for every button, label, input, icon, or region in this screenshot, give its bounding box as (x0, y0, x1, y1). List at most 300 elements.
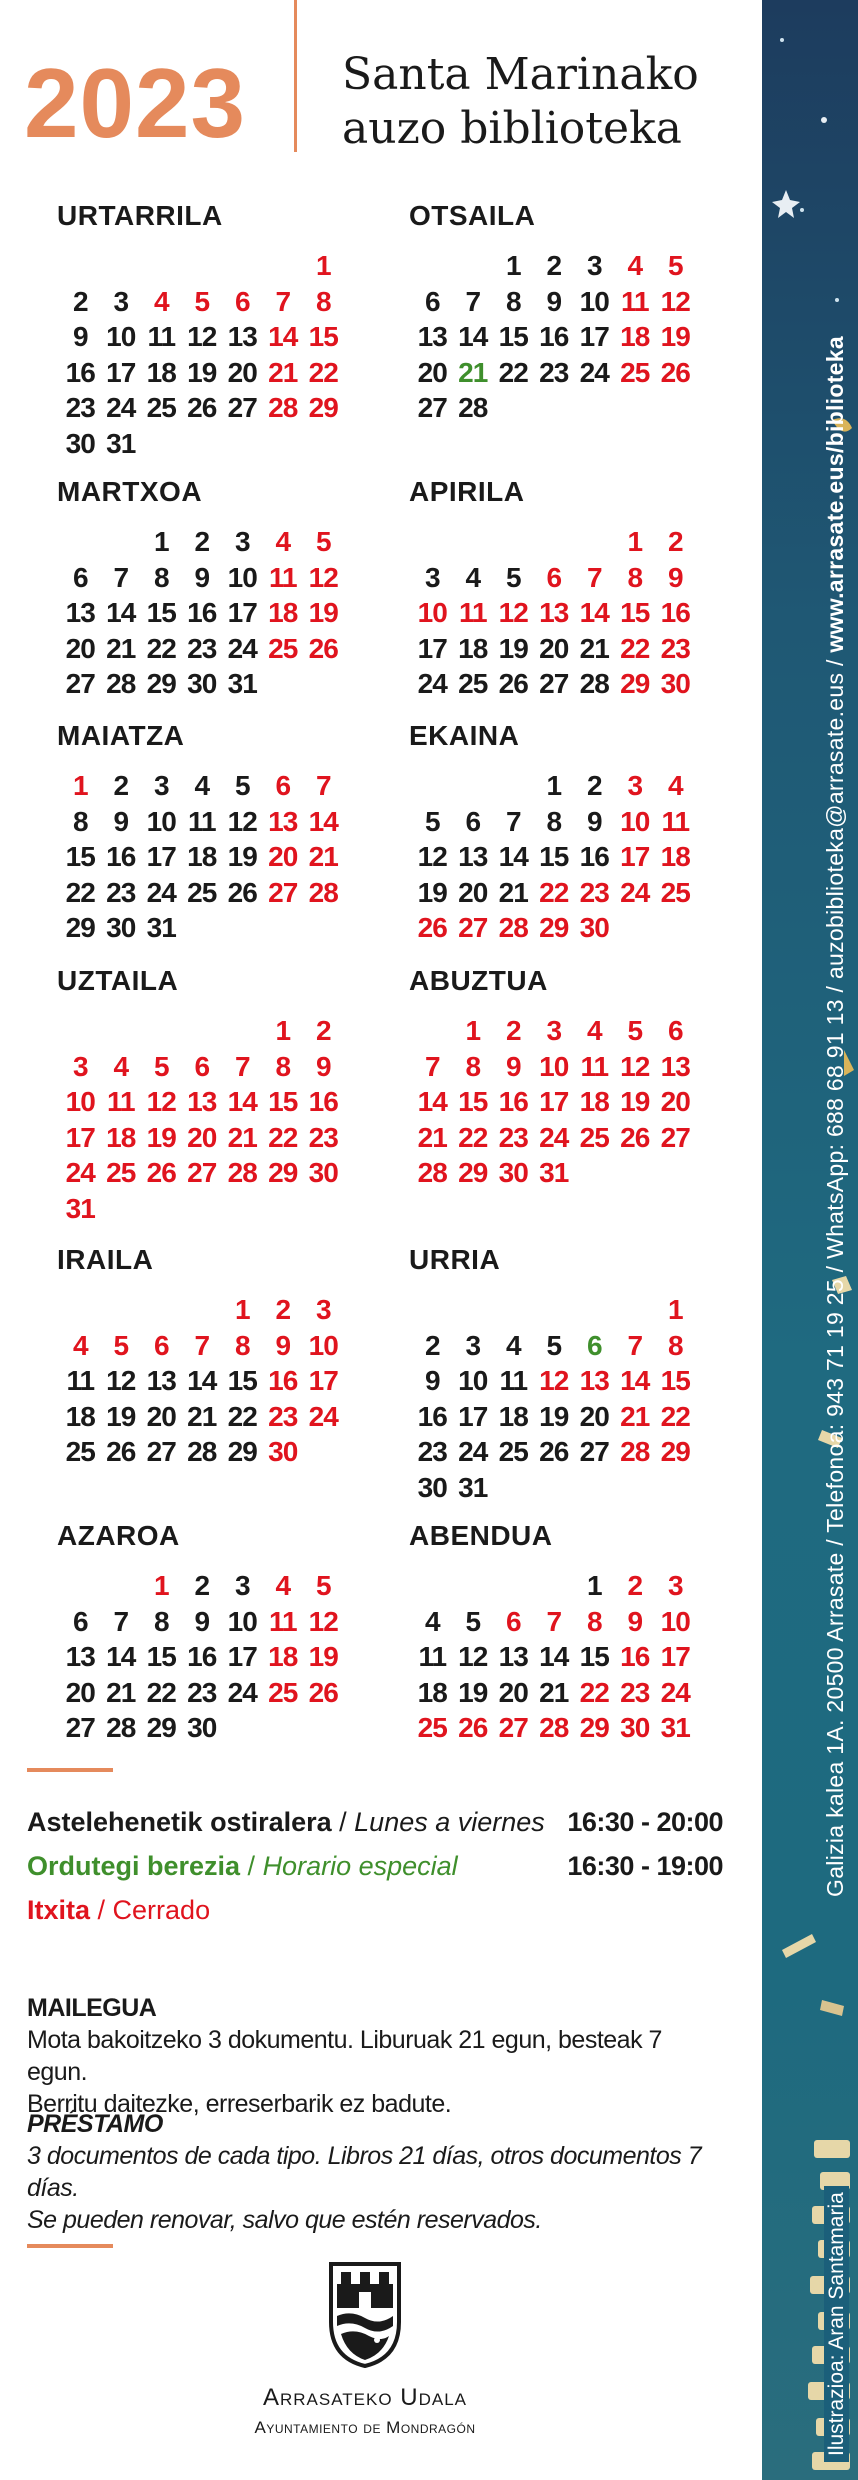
day-22: 22 (227, 1400, 257, 1432)
day-2: 2 (546, 250, 562, 281)
day-1: 1 (153, 526, 169, 557)
day-19: 19 (498, 632, 528, 664)
day-16: 16 (308, 1086, 338, 1117)
web-link[interactable]: www.arrasate.eus/biblioteka (822, 336, 848, 653)
day-29: 29 (65, 912, 95, 943)
day-25: 25 (268, 632, 298, 664)
day-1: 1 (234, 1294, 250, 1325)
month-april (409, 476, 729, 702)
day-25: 25 (417, 1712, 447, 1743)
day-7: 7 (275, 285, 291, 317)
day-19: 19 (539, 1400, 569, 1432)
day-9: 9 (424, 1365, 440, 1396)
day-29: 29 (227, 1436, 257, 1467)
day-29: 29 (308, 392, 338, 423)
day-grid (412, 1568, 729, 1746)
day-12: 12 (498, 597, 528, 628)
day-30: 30 (187, 668, 217, 699)
day-4: 4 (465, 561, 481, 593)
weekdays-label-es: Lunes a viernes (354, 1807, 545, 1837)
day-22: 22 (498, 356, 528, 388)
day-24: 24 (308, 1400, 338, 1432)
month-name: UZTAILA (57, 965, 179, 996)
day-8: 8 (153, 1605, 169, 1637)
month-name: MARTXOA (57, 476, 203, 507)
day-empty (182, 1013, 223, 1049)
day-empty (493, 1568, 534, 1604)
day-26: 26 (106, 1436, 136, 1467)
day-19: 19 (308, 597, 338, 628)
day-19: 19 (106, 1400, 136, 1432)
day-empty (574, 524, 615, 560)
separator: / (240, 1851, 263, 1881)
day-23: 23 (579, 876, 609, 908)
day-18: 18 (660, 841, 690, 872)
day-11: 11 (147, 321, 176, 352)
day-grid (412, 248, 729, 426)
day-13: 13 (539, 597, 569, 628)
day-14: 14 (579, 597, 609, 628)
day-4: 4 (586, 1015, 602, 1046)
day-13: 13 (146, 1365, 176, 1396)
day-28: 28 (187, 1436, 217, 1467)
day-26: 26 (308, 632, 338, 664)
day-5: 5 (234, 770, 250, 801)
day-25: 25 (620, 356, 650, 388)
day-11: 11 (580, 1050, 609, 1082)
day-empty (574, 1292, 615, 1328)
day-5: 5 (194, 285, 210, 317)
day-8: 8 (72, 805, 88, 837)
loan-text-eu-1: Mota bakoitzeko 3 dokumentu. Liburuak 21 egun, besteak 7 egun. (27, 2026, 662, 2086)
day-10: 10 (539, 1050, 569, 1082)
day-24: 24 (106, 392, 136, 423)
day-21: 21 (579, 632, 609, 664)
day-26: 26 (458, 1712, 488, 1743)
day-7: 7 (505, 805, 521, 837)
month-name: EKAINA (409, 720, 520, 751)
day-26: 26 (498, 668, 528, 699)
day-12: 12 (660, 285, 690, 317)
day-26: 26 (187, 392, 217, 423)
day-12: 12 (187, 321, 217, 352)
day-7: 7 (113, 561, 129, 593)
day-empty (141, 1292, 182, 1328)
day-23: 23 (620, 1676, 650, 1708)
day-2: 2 (627, 1570, 643, 1601)
day-empty (101, 1292, 142, 1328)
month-march (57, 476, 377, 702)
special-label-eu: Ordutegi berezia (27, 1851, 241, 1881)
day-21: 21 (268, 356, 298, 388)
loan-title-eu: MAILEGUA (27, 1994, 157, 2022)
day-2: 2 (505, 1015, 521, 1046)
day-13: 13 (458, 841, 488, 872)
day-9: 9 (315, 1050, 331, 1082)
day-8: 8 (315, 285, 331, 317)
day-15: 15 (620, 597, 650, 628)
day-3: 3 (234, 1570, 250, 1601)
day-empty (412, 248, 453, 284)
day-15: 15 (579, 1641, 609, 1672)
day-24: 24 (65, 1157, 95, 1188)
day-23: 23 (65, 392, 95, 423)
day-30: 30 (268, 1436, 298, 1467)
day-30: 30 (65, 427, 95, 459)
day-11: 11 (661, 805, 690, 837)
day-16: 16 (65, 356, 95, 388)
month-name: AZAROA (57, 1520, 180, 1551)
month-october (409, 1244, 729, 1505)
day-17: 17 (660, 1641, 690, 1672)
day-16: 16 (187, 1641, 217, 1672)
day-12: 12 (308, 561, 338, 593)
day-11: 11 (418, 1641, 447, 1672)
day-empty (534, 1568, 575, 1604)
day-17: 17 (539, 1086, 569, 1117)
library-title-line1: Santa Marinako (342, 49, 699, 100)
day-13: 13 (187, 1086, 217, 1117)
day-empty (493, 1292, 534, 1328)
day-12: 12 (458, 1641, 488, 1672)
day-13: 13 (227, 321, 257, 352)
day-3: 3 (424, 561, 440, 593)
day-22: 22 (268, 1121, 298, 1153)
closed-label-es: Cerrado (112, 1895, 211, 1925)
day-30: 30 (498, 1157, 528, 1188)
day-14: 14 (308, 805, 338, 837)
day-2: 2 (424, 1329, 440, 1361)
day-11: 11 (66, 1365, 95, 1396)
day-31: 31 (227, 668, 257, 699)
day-31: 31 (65, 1192, 95, 1224)
day-27: 27 (65, 668, 95, 699)
day-9: 9 (505, 1050, 521, 1082)
hours-closed (27, 1888, 723, 1932)
loan-text-es-2: Se pueden renovar, salvo que estén reservados. (27, 2206, 542, 2234)
day-3: 3 (72, 1050, 88, 1082)
day-3: 3 (315, 1294, 331, 1325)
day-empty (141, 1013, 182, 1049)
day-21: 21 (308, 841, 338, 872)
day-30: 30 (660, 668, 690, 699)
day-28: 28 (539, 1712, 569, 1743)
day-12: 12 (620, 1050, 650, 1082)
day-23: 23 (187, 1676, 217, 1708)
month-august (409, 965, 729, 1191)
day-4: 4 (153, 285, 169, 317)
day-13: 13 (660, 1050, 690, 1082)
day-empty (101, 524, 142, 560)
day-21: 21 (539, 1676, 569, 1708)
day-4: 4 (505, 1329, 521, 1361)
weekdays-label-eu: Astelehenetik ostiralera (27, 1807, 332, 1837)
day-13: 13 (579, 1365, 609, 1396)
day-empty (60, 1292, 101, 1328)
day-15: 15 (458, 1086, 488, 1117)
day-5: 5 (113, 1329, 129, 1361)
day-23: 23 (539, 356, 569, 388)
day-6: 6 (234, 285, 250, 317)
day-24: 24 (146, 876, 176, 908)
day-5: 5 (153, 1050, 169, 1082)
day-1: 1 (72, 770, 88, 801)
day-7: 7 (194, 1329, 210, 1361)
day-18: 18 (417, 1676, 447, 1708)
day-1: 1 (667, 1294, 683, 1325)
library-title-line2: auzo biblioteka (342, 103, 682, 154)
day-23: 23 (106, 876, 136, 908)
day-16: 16 (417, 1400, 447, 1432)
separator: / (822, 652, 848, 673)
day-22: 22 (308, 356, 338, 388)
day-13: 13 (65, 597, 95, 628)
day-19: 19 (227, 841, 257, 872)
day-10: 10 (579, 285, 609, 317)
day-30: 30 (620, 1712, 650, 1743)
day-4: 4 (194, 770, 210, 801)
shield-icon (325, 2260, 405, 2370)
day-24: 24 (579, 356, 609, 388)
day-15: 15 (268, 1086, 298, 1117)
day-13: 13 (65, 1641, 95, 1672)
day-6: 6 (275, 770, 291, 801)
day-21: 21 (106, 632, 136, 664)
day-23: 23 (308, 1121, 338, 1153)
day-20: 20 (187, 1121, 217, 1153)
day-empty (412, 1568, 453, 1604)
month-november (57, 1520, 377, 1746)
day-empty (534, 524, 575, 560)
day-2: 2 (667, 526, 683, 557)
day-24: 24 (620, 876, 650, 908)
loan-text-es-1: 3 documentos de cada tipo. Libros 21 días, otros documentos 7 días. (27, 2142, 702, 2202)
day-16: 16 (268, 1365, 298, 1396)
day-6: 6 (546, 561, 562, 593)
day-4: 4 (627, 250, 643, 281)
day-7: 7 (627, 1329, 643, 1361)
day-3: 3 (113, 285, 129, 317)
day-31: 31 (539, 1157, 569, 1188)
day-26: 26 (620, 1121, 650, 1153)
day-24: 24 (227, 1676, 257, 1708)
day-13: 13 (268, 805, 298, 837)
contact-info (824, 336, 847, 1897)
day-11: 11 (620, 285, 649, 317)
day-15: 15 (146, 1641, 176, 1672)
day-2: 2 (315, 1015, 331, 1046)
day-30: 30 (579, 912, 609, 943)
day-empty (60, 248, 101, 284)
day-15: 15 (539, 841, 569, 872)
day-12: 12 (539, 1365, 569, 1396)
day-15: 15 (308, 321, 338, 352)
day-8: 8 (234, 1329, 250, 1361)
day-18: 18 (268, 1641, 298, 1672)
day-17: 17 (308, 1365, 338, 1396)
month-may (57, 720, 377, 946)
special-time: 16:30 - 19:00 (567, 1851, 723, 1881)
day-8: 8 (505, 285, 521, 317)
day-18: 18 (498, 1400, 528, 1432)
day-8: 8 (275, 1050, 291, 1082)
day-14: 14 (187, 1365, 217, 1396)
day-grid (60, 248, 377, 461)
day-4: 4 (275, 1570, 291, 1601)
day-20: 20 (579, 1400, 609, 1432)
day-23: 23 (417, 1436, 447, 1467)
month-january (57, 200, 377, 461)
day-23: 23 (187, 632, 217, 664)
day-21: 21 (620, 1400, 650, 1432)
year-title: 2023 (24, 48, 247, 158)
day-27: 27 (417, 392, 447, 423)
day-4: 4 (113, 1050, 129, 1082)
day-10: 10 (620, 805, 650, 837)
day-2: 2 (586, 770, 602, 801)
day-10: 10 (417, 597, 447, 628)
day-7: 7 (586, 561, 602, 593)
day-empty (493, 524, 534, 560)
day-grid (60, 1013, 377, 1226)
day-empty (412, 524, 453, 560)
day-14: 14 (268, 321, 298, 352)
day-8: 8 (546, 805, 562, 837)
hours-weekdays (27, 1800, 723, 1844)
day-empty (453, 768, 494, 804)
day-29: 29 (146, 668, 176, 699)
logo-name-text: Arrasateko Udala (262, 2384, 467, 2411)
day-21: 21 (106, 1676, 136, 1708)
day-17: 17 (106, 356, 136, 388)
day-12: 12 (308, 1605, 338, 1637)
day-28: 28 (308, 876, 338, 908)
day-18: 18 (146, 356, 176, 388)
day-14: 14 (227, 1086, 257, 1117)
day-28: 28 (579, 668, 609, 699)
day-14: 14 (620, 1365, 650, 1396)
day-10: 10 (106, 321, 136, 352)
day-28: 28 (106, 1712, 136, 1743)
day-16: 16 (498, 1086, 528, 1117)
day-9: 9 (113, 805, 129, 837)
day-28: 28 (620, 1436, 650, 1467)
day-1: 1 (315, 250, 331, 281)
day-26: 26 (227, 876, 257, 908)
day-1: 1 (505, 250, 521, 281)
day-25: 25 (498, 1436, 528, 1467)
day-27: 27 (458, 912, 488, 943)
day-29: 29 (458, 1157, 488, 1188)
day-empty (60, 1568, 101, 1604)
day-29: 29 (579, 1712, 609, 1743)
day-21: 21 (498, 876, 528, 908)
day-27: 27 (498, 1712, 528, 1743)
day-17: 17 (227, 597, 257, 628)
day-5: 5 (546, 1329, 562, 1361)
day-29: 29 (660, 1436, 690, 1467)
day-20: 20 (660, 1086, 690, 1117)
day-26: 26 (417, 912, 447, 943)
day-15: 15 (660, 1365, 690, 1396)
day-12: 12 (106, 1365, 136, 1396)
day-empty (101, 248, 142, 284)
day-empty (453, 1292, 494, 1328)
day-12: 12 (227, 805, 257, 837)
day-empty (141, 248, 182, 284)
day-24: 24 (539, 1121, 569, 1153)
day-18: 18 (579, 1086, 609, 1117)
day-grid (60, 524, 377, 702)
month-july (57, 965, 377, 1226)
day-20: 20 (539, 632, 569, 664)
day-20: 20 (498, 1676, 528, 1708)
day-8: 8 (465, 1050, 481, 1082)
day-20: 20 (65, 1676, 95, 1708)
day-17: 17 (146, 841, 176, 872)
day-29: 29 (268, 1157, 298, 1188)
hours-special (27, 1844, 723, 1888)
month-name: APIRILA (409, 476, 525, 507)
day-9: 9 (546, 285, 562, 317)
day-14: 14 (106, 1641, 136, 1672)
day-27: 27 (146, 1436, 176, 1467)
address-text: Galizia kalea 1A. 20500 Arrasate (822, 1552, 848, 1897)
day-empty (222, 1013, 263, 1049)
day-1: 1 (586, 1570, 602, 1601)
opening-hours (27, 1800, 723, 1932)
day-7: 7 (113, 1605, 129, 1637)
logo-subname-text: Ayuntamiento de Mondragón (254, 2418, 476, 2437)
day-25: 25 (579, 1121, 609, 1153)
day-grid (60, 1292, 377, 1470)
separator: / (90, 1895, 113, 1925)
day-4: 4 (275, 526, 291, 557)
loan-info-eu (27, 1992, 727, 2120)
day-28: 28 (417, 1157, 447, 1188)
day-16: 16 (539, 321, 569, 352)
day-17: 17 (579, 321, 609, 352)
day-14: 14 (498, 841, 528, 872)
separator: / (822, 1532, 848, 1553)
day-27: 27 (65, 1712, 95, 1743)
day-26: 26 (539, 1436, 569, 1467)
month-name: ABUZTUA (409, 965, 548, 996)
day-17: 17 (417, 632, 447, 664)
day-empty (412, 1292, 453, 1328)
day-3: 3 (465, 1329, 481, 1361)
day-18: 18 (106, 1121, 136, 1153)
day-6: 6 (153, 1329, 169, 1361)
day-5: 5 (465, 1605, 481, 1637)
day-25: 25 (187, 876, 217, 908)
day-30: 30 (308, 1157, 338, 1188)
coat-of-arms-logo (325, 2260, 405, 2370)
day-19: 19 (458, 1676, 488, 1708)
day-3: 3 (234, 526, 250, 557)
separator: / (331, 1807, 355, 1837)
day-empty (453, 1568, 494, 1604)
day-5: 5 (424, 805, 440, 837)
day-7: 7 (465, 285, 481, 317)
day-1: 1 (465, 1015, 481, 1046)
day-10: 10 (458, 1365, 488, 1396)
day-15: 15 (498, 321, 528, 352)
day-15: 15 (65, 841, 95, 872)
day-2: 2 (194, 1570, 210, 1601)
email-link[interactable]: auzobiblioteka@arrasate.eus (822, 672, 848, 980)
day-1: 1 (275, 1015, 291, 1046)
